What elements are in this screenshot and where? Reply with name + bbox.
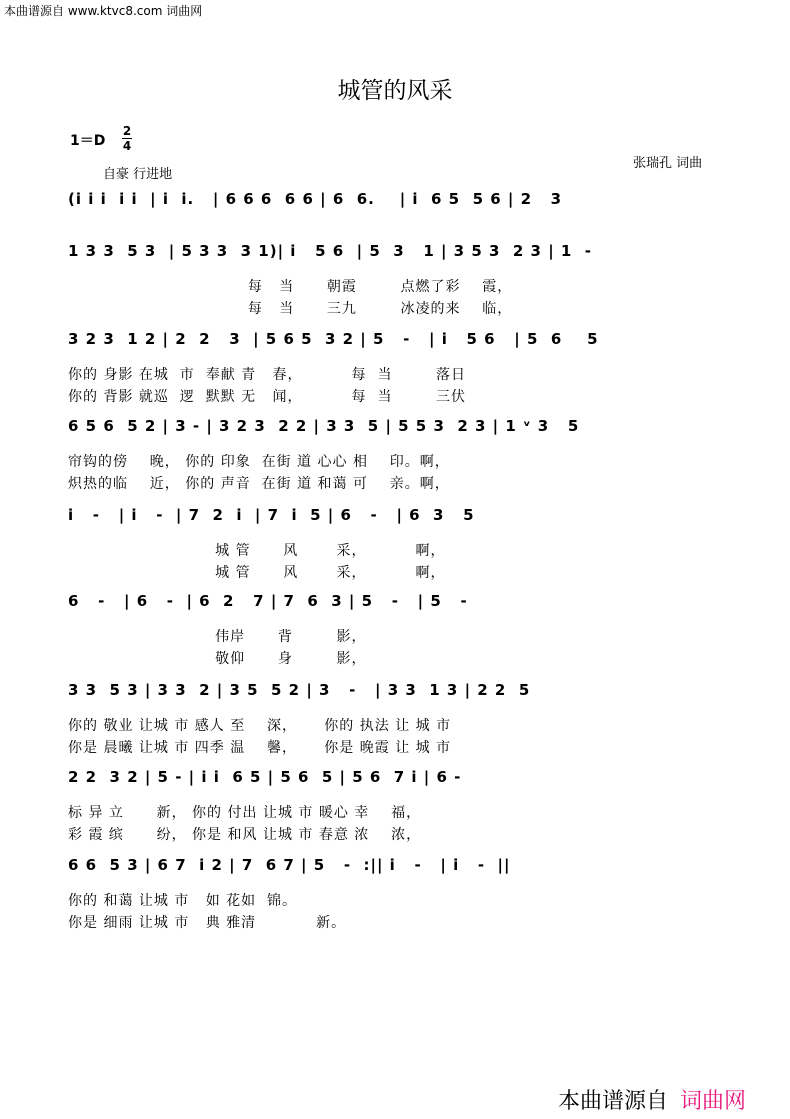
song-title: 城管的风采 <box>337 78 453 104</box>
lyric-line: 你的 和蔼 让城 市 如 花如 锦。 <box>68 893 298 909</box>
lyric-line: 标 异 立 新， 你的 付出 让城 市 暖心 幸 福， <box>68 805 422 821</box>
notation-row: i - | i - | 7 2 i | 7 i 5 | 6 - | 6 3 5 <box>68 506 475 524</box>
site-header: 本曲谱源自 www.ktvc8.com 词曲网 <box>4 4 203 18</box>
lyric-line: 你的 身影 在城 市 奉献 青 春， 每 当 落日 <box>68 367 467 383</box>
notation-row: 6 - | 6 - | 6 2 7 | 7 6 3 | 5 - | 5 - <box>68 592 468 610</box>
tempo-marking: 自豪 行进地 <box>103 167 173 182</box>
lyric-line: 城 管 风 采， 啊， <box>68 543 446 559</box>
lyric-line: 伟岸 背 影， <box>68 629 367 645</box>
credits: 张瑞孔 词曲 <box>633 156 703 171</box>
lyric-line: 彩 霞 缤 纷， 你是 和风 让城 市 春意 浓 浓， <box>68 827 422 843</box>
time-bottom: 4 <box>122 139 132 153</box>
notation-row: 3 2 3 1 2 | 2 2 3 | 5 6 5 3 2 | 5 - | i 5 6 | 5 6 5 <box>68 330 599 348</box>
lyric-line: 敬仰 身 影， <box>68 651 367 667</box>
footer-site: 词曲网 <box>680 1089 747 1114</box>
time-top: 2 <box>122 124 132 138</box>
lyric-line: 帘钩的傍 晚， 你的 印象 在街 道 心心 相 印。啊， <box>68 454 450 470</box>
notation-row: 3 3 5 3 | 3 3 2 | 3 5 5 2 | 3 - | 3 3 1 3 | 2 2 5 <box>68 681 531 699</box>
notation-row: (i i i i i | i i. | 6 6 6 6 6 | 6 6. | i 6 5 5 6 | 2 3 <box>68 190 563 208</box>
lyric-line: 你的 敬业 让城 市 感人 至 深， 你的 执法 让 城 市 <box>68 718 452 734</box>
footer <box>558 1084 746 1115</box>
lyric-line: 每 当 三九 冰凌的来 临， <box>68 301 513 317</box>
notation-row: 1 3 3 5 3 | 5 3 3 3 1)| i 5 6 | 5 3 1 | 3 5 3 2 3 | 1 - <box>68 242 593 260</box>
footer-source: 本曲谱源自 <box>558 1089 669 1114</box>
lyric-line: 每 当 朝霞 点燃了彩 霞， <box>68 279 513 295</box>
lyric-line: 你的 背影 就巡 逻 默默 无 闻， 每 当 三伏 <box>68 389 467 405</box>
key-signature: 1＝D <box>70 133 106 149</box>
notation-row: 2 2 3 2 | 5 - | i i 6 5 | 5 6 5 | 5 6 7 i | 6 - <box>68 768 462 786</box>
lyric-line: 你是 细雨 让城 市 典 雅清 新。 <box>68 915 347 931</box>
lyric-line: 城 管 风 采， 啊， <box>68 565 446 581</box>
time-signature <box>122 124 132 153</box>
lyric-line: 你是 晨曦 让城 市 四季 温 馨， 你是 晚霞 让 城 市 <box>68 740 452 756</box>
notation-row: 6 5 6 5 2 | 3 - | 3 2 3 2 2 | 3 3 5 | 5 5 3 2 3 | 1 ᵛ 3 5 <box>68 417 580 435</box>
notation-row: 6 6 5 3 | 6 7 i 2 | 7 6 7 | 5 - :|| i - | i - || <box>68 856 511 874</box>
lyric-line: 炽热的临 近， 你的 声音 在街 道 和蔼 可 亲。啊， <box>68 476 450 492</box>
